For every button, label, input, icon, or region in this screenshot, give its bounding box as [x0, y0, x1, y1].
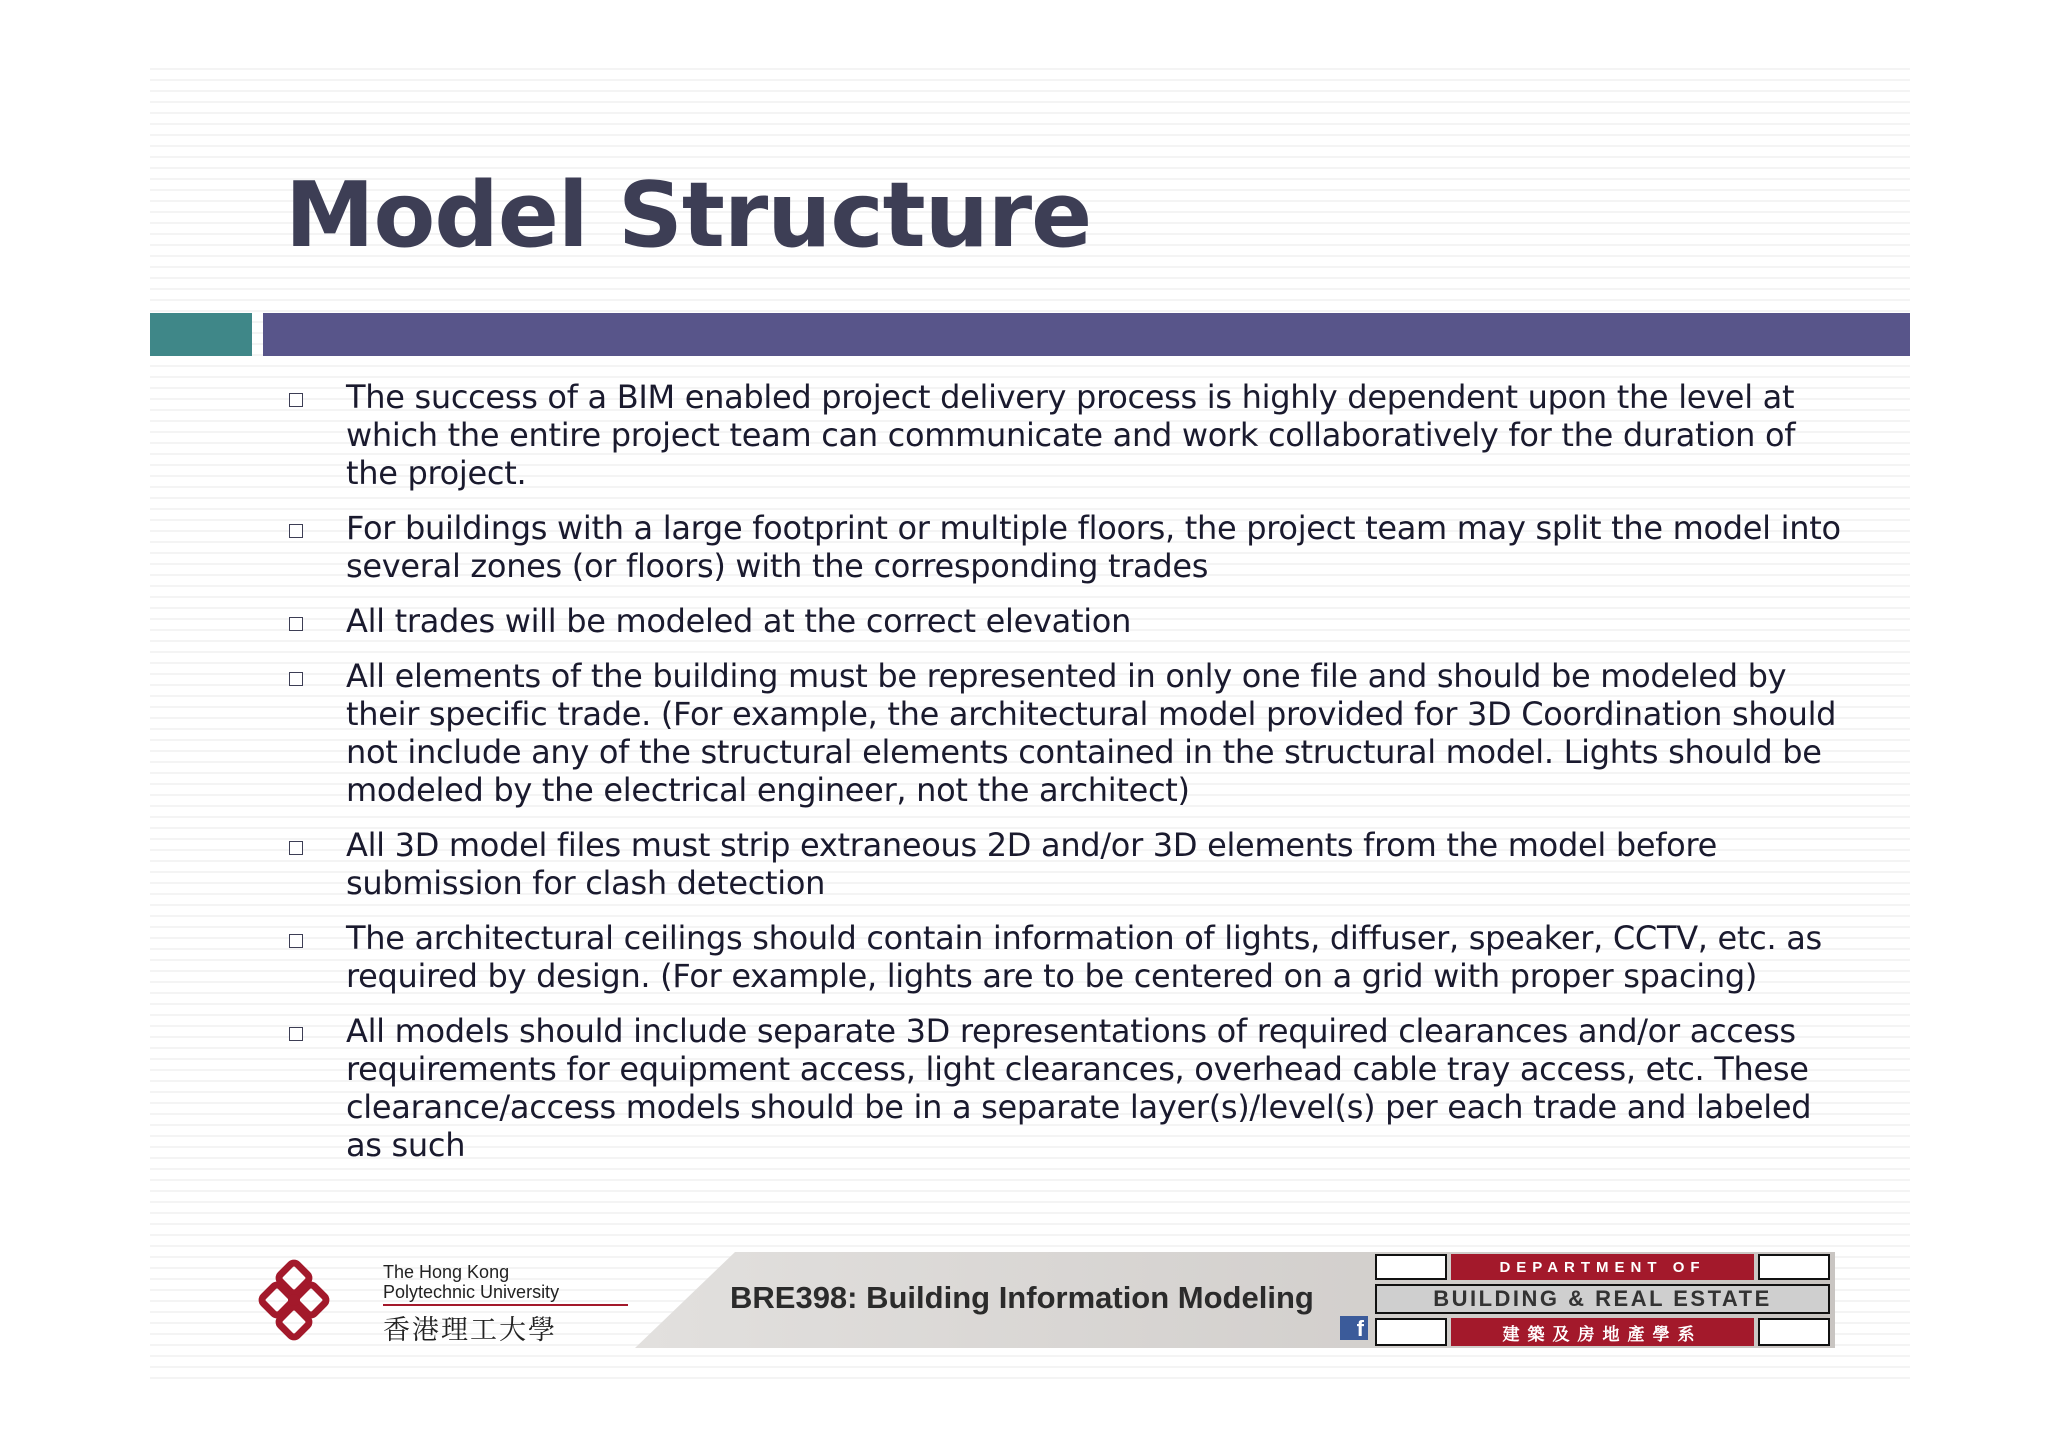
list-item — [285, 919, 1845, 995]
square-bullet-icon — [289, 934, 303, 948]
square-bullet-icon — [289, 672, 303, 686]
slide-title: Model Structure — [285, 163, 1092, 268]
square-bullet-icon — [289, 841, 303, 855]
title-accent-bar — [263, 313, 1910, 356]
list-item — [285, 826, 1845, 902]
list-item — [285, 657, 1845, 809]
university-name-zh: 香港理工大學 — [383, 1315, 557, 1346]
university-name-en: The Hong Kong — [383, 1262, 510, 1282]
facebook-icon[interactable]: f — [1340, 1316, 1368, 1340]
department-label: DEPARTMENT OF — [1451, 1254, 1754, 1280]
department-name-zh: 建築及房地產學系 — [1451, 1318, 1754, 1346]
course-title: BRE398: Building Information Modeling — [730, 1280, 1314, 1315]
list-item — [285, 602, 1845, 640]
bullet-text: All models should include separate 3D representations of required clearances and/or access requirements for equipment access, light clearances, overhead cable tray access, etc. These clearance/access models should be in a separate layer(s)/level(s) per each trade and labeled as such — [346, 1012, 1812, 1164]
bullet-text: All trades will be modeled at the correct elevation — [346, 602, 1132, 640]
slide-footer — [255, 1252, 1835, 1348]
square-bullet-icon — [289, 617, 303, 631]
bullet-list — [285, 378, 1845, 1181]
list-item — [285, 378, 1845, 492]
divider — [383, 1304, 628, 1306]
bullet-text: The success of a BIM enabled project delivery process is highly dependent upon the level at which the entire project team can communicate and work collaboratively for the duration of the project. — [346, 378, 1796, 492]
square-bullet-icon — [289, 524, 303, 538]
polyu-logo-icon — [257, 1258, 343, 1344]
list-item — [285, 1012, 1845, 1164]
department-logo — [1375, 1254, 1830, 1346]
square-bullet-icon — [289, 1027, 303, 1041]
bullet-text: All elements of the building must be represented in only one file and should be modeled by their specific trade. (For example, the architectural model provided for 3D Coordination should not include any of the structural elements contained in the structural model. Lights should be modeled by the electrical engineer, not the architect) — [346, 657, 1837, 809]
title-accent-teal — [150, 313, 252, 356]
slide — [150, 68, 1910, 1380]
square-bullet-icon — [289, 393, 303, 407]
list-item — [285, 509, 1845, 585]
bullet-text: For buildings with a large footprint or multiple floors, the project team may split the model into several zones (or floors) with the corresponding trades — [346, 509, 1841, 585]
bullet-text: All 3D model files must strip extraneous 2D and/or 3D elements from the model before submission for clash detection — [346, 826, 1718, 902]
department-name: BUILDING & REAL ESTATE — [1375, 1284, 1830, 1314]
university-name-en: Polytechnic University — [383, 1282, 560, 1302]
bullet-text: The architectural ceilings should contain information of lights, diffuser, speaker, CCTV, etc. as required by design. (For example, lights are to be centered on a grid with proper spacing) — [346, 919, 1822, 995]
